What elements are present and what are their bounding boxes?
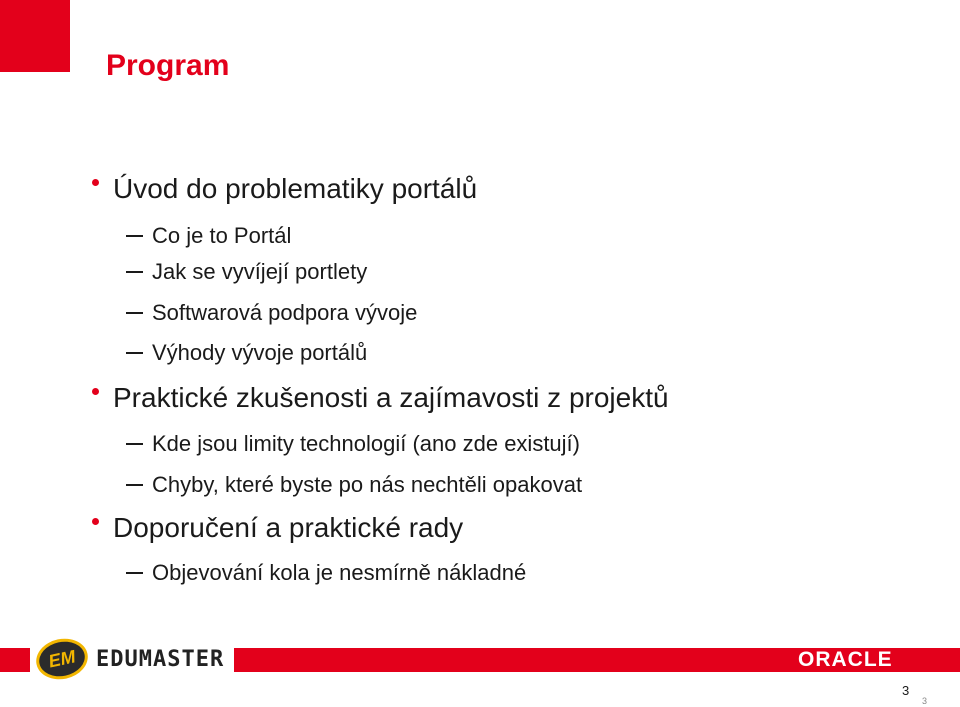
bullet-text: Úvod do problematiky portálů <box>113 173 478 204</box>
slide-title: Program <box>106 49 230 82</box>
sub-bullet-item <box>126 559 526 587</box>
bullet-item <box>92 511 463 545</box>
bullet-dot-icon <box>92 388 99 395</box>
bullet-text: Doporučení a praktické rady <box>113 512 464 543</box>
sub-bullet-item <box>126 222 291 250</box>
sub-bullet-text: Výhody vývoje portálů <box>152 340 368 365</box>
sub-bullet-text: Chyby, které byste po nás nechtěli opakovat <box>152 472 583 497</box>
bullet-text: Praktické zkušenosti a zajímavosti z projektů <box>113 382 669 413</box>
edumaster-badge-icon: EM <box>32 634 91 684</box>
sub-bullet-text: Objevování kola je nesmírně nákladné <box>152 560 527 585</box>
edumaster-logo <box>30 638 234 680</box>
dash-icon <box>126 443 143 445</box>
dash-icon <box>126 271 143 273</box>
sub-bullet-item <box>126 299 417 327</box>
bullet-item <box>92 381 669 415</box>
bullet-dot-icon <box>92 518 99 525</box>
sub-bullet-text: Softwarová podpora vývoje <box>152 300 418 325</box>
edumaster-wordmark: EDUMASTER <box>96 646 225 672</box>
dash-icon <box>126 572 143 574</box>
sub-bullet-item <box>126 430 580 458</box>
page-number: 3 <box>902 683 910 698</box>
sub-bullet-text: Co je to Portál <box>152 223 292 248</box>
sub-bullet-text: Kde jsou limity technologií (ano zde existují) <box>152 431 580 456</box>
dash-icon <box>126 312 143 314</box>
sub-bullet-text: Jak se vyvíjejí portlety <box>152 259 368 284</box>
sub-bullet-item <box>126 339 367 367</box>
bullet-dot-icon <box>92 179 99 186</box>
oracle-logo: ORACLE <box>798 648 893 671</box>
dash-icon <box>126 235 143 237</box>
dash-icon <box>126 484 143 486</box>
sub-bullet-item <box>126 471 582 499</box>
sub-bullet-item <box>126 258 367 286</box>
dash-icon <box>126 352 143 354</box>
bullet-item <box>92 172 477 206</box>
page-number-small: 3 <box>922 696 928 706</box>
